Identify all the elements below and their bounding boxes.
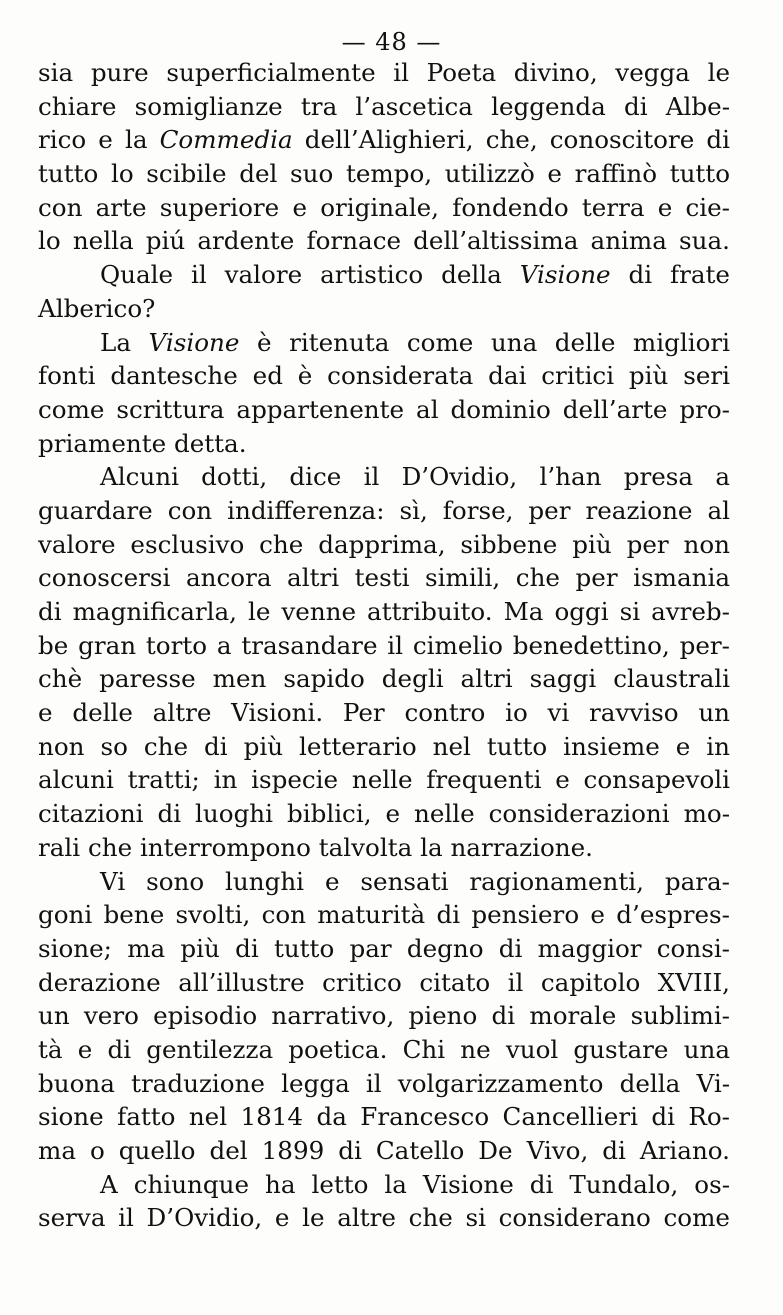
- text-segment: chiare somiglianze tra l’ascetica leggenda di Albe-: [38, 91, 730, 121]
- text-line: Vi sono lunghi e sensati ragionamenti, para-: [100, 866, 730, 896]
- text-line: Alberico?: [38, 293, 156, 323]
- text-line: tutto lo scibile del suo tempo, utilizzò e raffinò tutto: [38, 159, 730, 189]
- text-line: un vero episodio narrativo, pieno di morale sublimi-: [38, 1001, 730, 1031]
- text-line: di magnificarla, le venne attribuito. Ma oggi si avreb-: [38, 597, 730, 626]
- text-line: come scrittura appartenente al dominio dell’arte pro-: [38, 394, 730, 424]
- text-line: conoscersi ancora altri testi simili, che per ismania: [38, 563, 730, 593]
- text-line: e delle altre Visioni. Per contro io vi ravviso un: [38, 698, 730, 728]
- italic-title: Visione: [519, 260, 611, 290]
- text-line: [38, 123, 730, 157]
- text-line: A chiunque ha letto la Visione di Tundalo, os-: [100, 1169, 730, 1199]
- text-line: buona traduzione legga il volgarizzamento della Vi-: [38, 1068, 730, 1098]
- italic-title: Visione: [148, 327, 240, 357]
- text-segment: rico e la: [38, 125, 160, 155]
- text-line: ma o quello del 1899 di Catello De Vivo, di Ariano.: [38, 1136, 730, 1165]
- italic-title: Commedia: [159, 125, 293, 155]
- text-line: serva il D’Ovidio, e le altre che si considerano come: [38, 1203, 730, 1233]
- text-line: fonti dantesche ed è considerata dai critici più seri: [38, 361, 730, 391]
- text-segment: Quale il valore artistico della: [100, 260, 520, 290]
- text-line: guardare con indifferenza: sì, forse, per reazione al: [38, 495, 730, 525]
- text-line: lo nella piú ardente fornace dell’altissima anima sua.: [38, 226, 730, 256]
- text-segment: dell’Alighieri, che, conoscitore di: [292, 125, 730, 155]
- text-line: be gran torto a trasandare il cimelio benedettino, per-: [38, 630, 730, 660]
- text-segment: è ritenuta come una delle migliori: [239, 327, 731, 357]
- text-line: citazioni di luoghi biblici, e nelle considerazioni mo-: [38, 799, 730, 829]
- text-line: Alcuni dotti, dice il D’Ovidio, l’han presa a: [100, 462, 730, 492]
- text-line: chè paresse men sapido degli altri saggi claustrali: [38, 664, 730, 694]
- text-segment: La: [100, 327, 149, 357]
- text-line: derazione all’illustre critico citato il capitolo XVIII,: [38, 967, 730, 997]
- text-line: tà e di gentilezza poetica. Chi ne vuol gustare una: [38, 1034, 730, 1064]
- text-line: valore esclusivo che dapprima, sibbene più per non: [38, 529, 730, 559]
- text-line: priamente detta.: [38, 428, 247, 458]
- text-line: sia pure superficialmente il Poeta divino, vegga le: [38, 58, 730, 87]
- text-line: non so che di più letterario nel tutto insieme e in: [38, 731, 730, 761]
- text-line: alcuni tratti; in ispecie nelle frequenti e consapevoli: [38, 765, 730, 795]
- text-segment: di frate: [610, 260, 730, 290]
- body-text: [38, 56, 730, 1235]
- text-line: sione fatto nel 1814 da Francesco Cancellieri di Ro-: [38, 1102, 730, 1132]
- text-line: con arte superiore e originale, fondendo terra e cie-: [38, 192, 730, 222]
- text-line: [38, 258, 730, 292]
- text-line: sione; ma più di tutto par degno di maggior consi-: [38, 933, 730, 963]
- text-line: goni bene svolti, con maturità di pensiero e d’espres-: [38, 900, 730, 930]
- text-line: [38, 326, 730, 360]
- text-line: rali che interrompono talvolta la narrazione.: [38, 832, 593, 862]
- page-number: — 48 —: [341, 28, 442, 56]
- text-line: [38, 90, 730, 124]
